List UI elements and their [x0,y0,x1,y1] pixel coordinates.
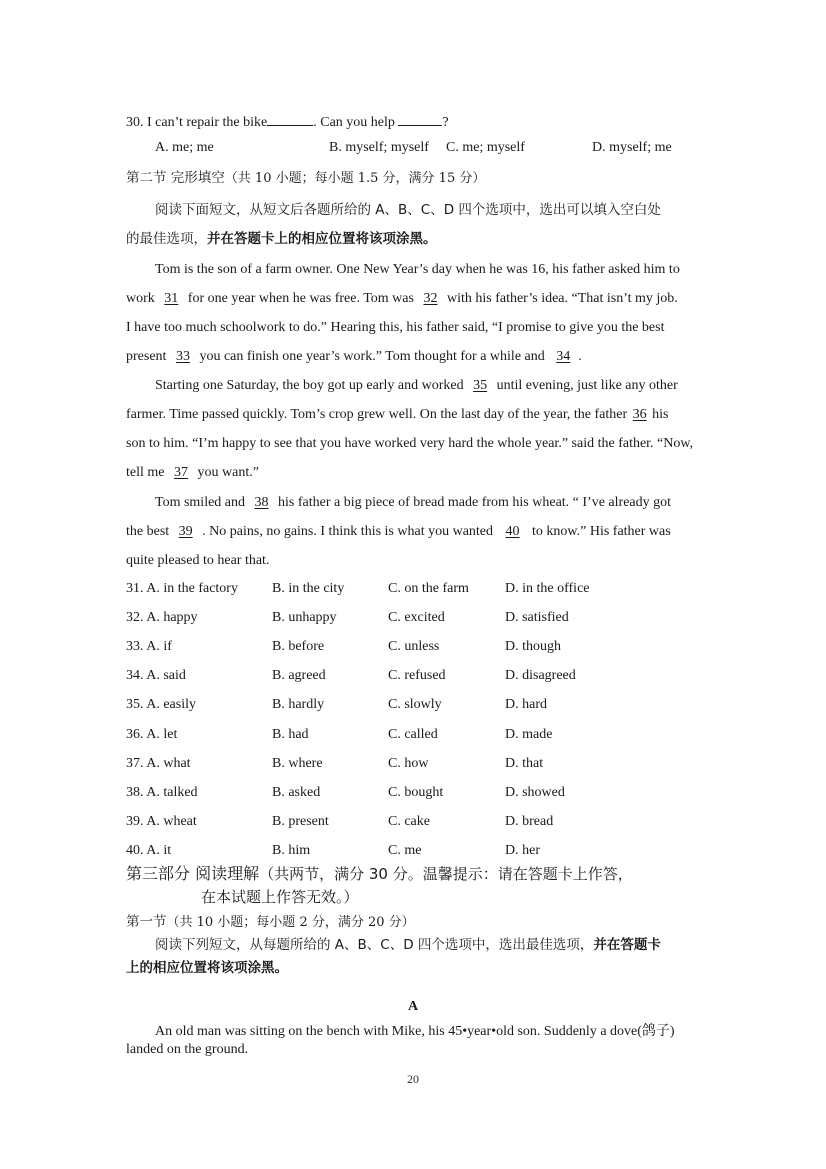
instruction-plain: 阅读下列短文，从每题所给的 A、B、C、D 四个选项中，选出最佳选项， [155,937,594,953]
text: his [648,407,669,422]
section2-note: （共 10 小题；每小题 1.5 分，满分 15 分） [224,171,486,186]
q30-text-a: 30. I can’t repair the bike [126,115,268,130]
text: you can finish one year’s work.” Tom thought for a while and [195,349,549,364]
part3-note-line1: （共两节，满分 30 分。温馨提示：请在答题卡上作答， [259,865,633,883]
answer-blank [267,111,313,126]
text: . No pains, no gains. I think this is what you wanted [198,524,497,539]
option-c: C. bought [388,785,444,800]
text: for one year when he was free. Tom was [184,291,418,306]
part3-heading [126,864,633,886]
instruction-bold: 并在答题卡上的相应位置将该项涂黑。 [207,231,437,247]
text: present [126,349,170,364]
passage-a-label: A [407,999,419,1014]
section2-instruction-line1: 阅读下面短文，从短文后各题所给的 A、B、C、D 四个选项中，选出可以填入空白处 [155,202,661,218]
text: Starting one Saturday, the boy got up early and worked [155,378,468,393]
option-d: D. though [505,639,561,654]
option-c: C. how [388,756,429,771]
passage-p2-line4 [126,464,706,482]
blank-36: 36 [632,407,647,422]
option-b: B. asked [272,785,321,800]
passage-p2-line1 [126,377,735,395]
option-c: C. called [388,727,438,742]
option-b: B. before [272,639,325,654]
option-b: B. agreed [272,668,326,683]
q30-text-b: . Can you help [313,115,399,130]
section1-note: （共 10 小题；每小题 2 分，满分 20 分） [166,915,415,930]
instruction-plain: 的最佳选项， [126,231,207,247]
passage-p1-line2 [126,290,706,308]
option-b: B. him [272,843,311,858]
option-d: D. disagreed [505,668,576,683]
option-b: B. in the city [272,581,345,596]
passage-p2-line3: son to him. “I’m happy to see that you have worked very hard the whole year.” said the father. “Now, [126,436,694,451]
option-c: C. excited [388,610,445,625]
part3-title: 第三部分 阅读理解 [126,864,260,883]
option-b: B. where [272,756,323,771]
instruction-bold: 并在答题卡 [593,937,661,953]
passage-p1-line3: I have too much schoolwork to do.” Hearing this, his father said, “I promise to give you the best [126,320,665,335]
blank-37: 37 [174,465,188,480]
option-d: D. her [505,843,540,858]
part3-section1-heading [126,910,415,931]
section1-title: 第一节 [126,914,167,930]
option-c: C. slowly [388,697,442,712]
option-a: 35. A. easily [126,697,196,712]
page-number: 20 [407,1072,419,1086]
text: . [578,349,582,364]
passage-a-line2: landed on the ground. [126,1042,249,1057]
text: Tom smiled and [155,495,249,510]
option-d: D. bread [505,814,554,829]
option-d: D. that [505,756,544,771]
option-c: C. refused [388,668,446,683]
option-a: 33. A. if [126,639,172,654]
text: with his father’s idea. “That isn’t my job. [443,291,678,306]
q30-option-a: A. me; me [155,140,214,155]
option-a: 40. A. it [126,843,172,858]
section2-heading [126,169,706,188]
option-d: D. showed [505,785,565,800]
option-a: 38. A. talked [126,785,198,800]
text: his father a big piece of bread made from his wheat. “ I’ve already got [274,495,672,510]
passage-p1-line4 [126,348,706,366]
q30-option-b: B. myself; myself [329,140,429,155]
option-a: 36. A. let [126,727,178,742]
part3-instruction-line2: 上的相应位置将该项涂黑。 [126,960,288,976]
option-a: 39. A. wheat [126,814,197,829]
option-c: C. cake [388,814,430,829]
option-b: B. hardly [272,697,325,712]
q30-option-d: D. myself; me [592,140,672,155]
option-a: 32. A. happy [126,610,198,625]
option-d: D. hard [505,697,547,712]
option-c: C. me [388,843,422,858]
option-d: D. made [505,727,553,742]
section2-title: 第二节 完形填空 [126,170,225,186]
passage-p3-line2 [126,523,706,541]
passage-p3-line1 [126,494,735,512]
question-30-stem [126,111,706,132]
section2-instruction-line2 [126,230,706,249]
part3-note-line2: 在本试题上作答无效。） [201,888,359,906]
passage-p2-line2 [126,406,706,424]
option-c: C. on the farm [388,581,469,596]
text: work [126,291,159,306]
q30-option-c: C. me; myself [446,140,525,155]
text: farmer. Time passed quickly. Tom’s crop grew well. On the last day of the year, the father [126,407,631,422]
text: until evening, just like any other [493,378,678,393]
option-d: D. satisfied [505,610,569,625]
option-a: 34. A. said [126,668,186,683]
text: the best [126,524,173,539]
option-b: B. had [272,727,309,742]
passage-a-line1: An old man was sitting on the bench with Mike, his 45•year•old son. Suddenly a dove(鸽子) [155,1024,675,1039]
blank-40: 40 [505,524,520,539]
option-b: B. present [272,814,329,829]
option-a: 37. A. what [126,756,191,771]
blank-34: 34 [556,349,571,364]
q30-text-c: ? [442,115,449,130]
option-b: B. unhappy [272,610,337,625]
blank-39: 39 [178,524,193,539]
part3-instruction-line1 [155,933,661,954]
option-d: D. in the office [505,581,590,596]
option-c: C. unless [388,639,440,654]
blank-31: 31 [164,291,179,306]
text: you want.” [194,465,259,480]
passage-p1-line1: Tom is the son of a farm owner. One New Year’s day when he was 16, his father asked him to [155,262,680,277]
option-a: 31. A. in the factory [126,581,238,596]
text: to know.” His father was [528,524,671,539]
answer-blank [398,111,442,126]
blank-35: 35 [473,378,488,393]
blank-33: 33 [175,349,190,364]
text: tell me [126,465,168,480]
blank-32: 32 [423,291,438,306]
blank-38: 38 [254,495,269,510]
passage-p3-line3: quite pleased to hear that. [126,553,270,568]
